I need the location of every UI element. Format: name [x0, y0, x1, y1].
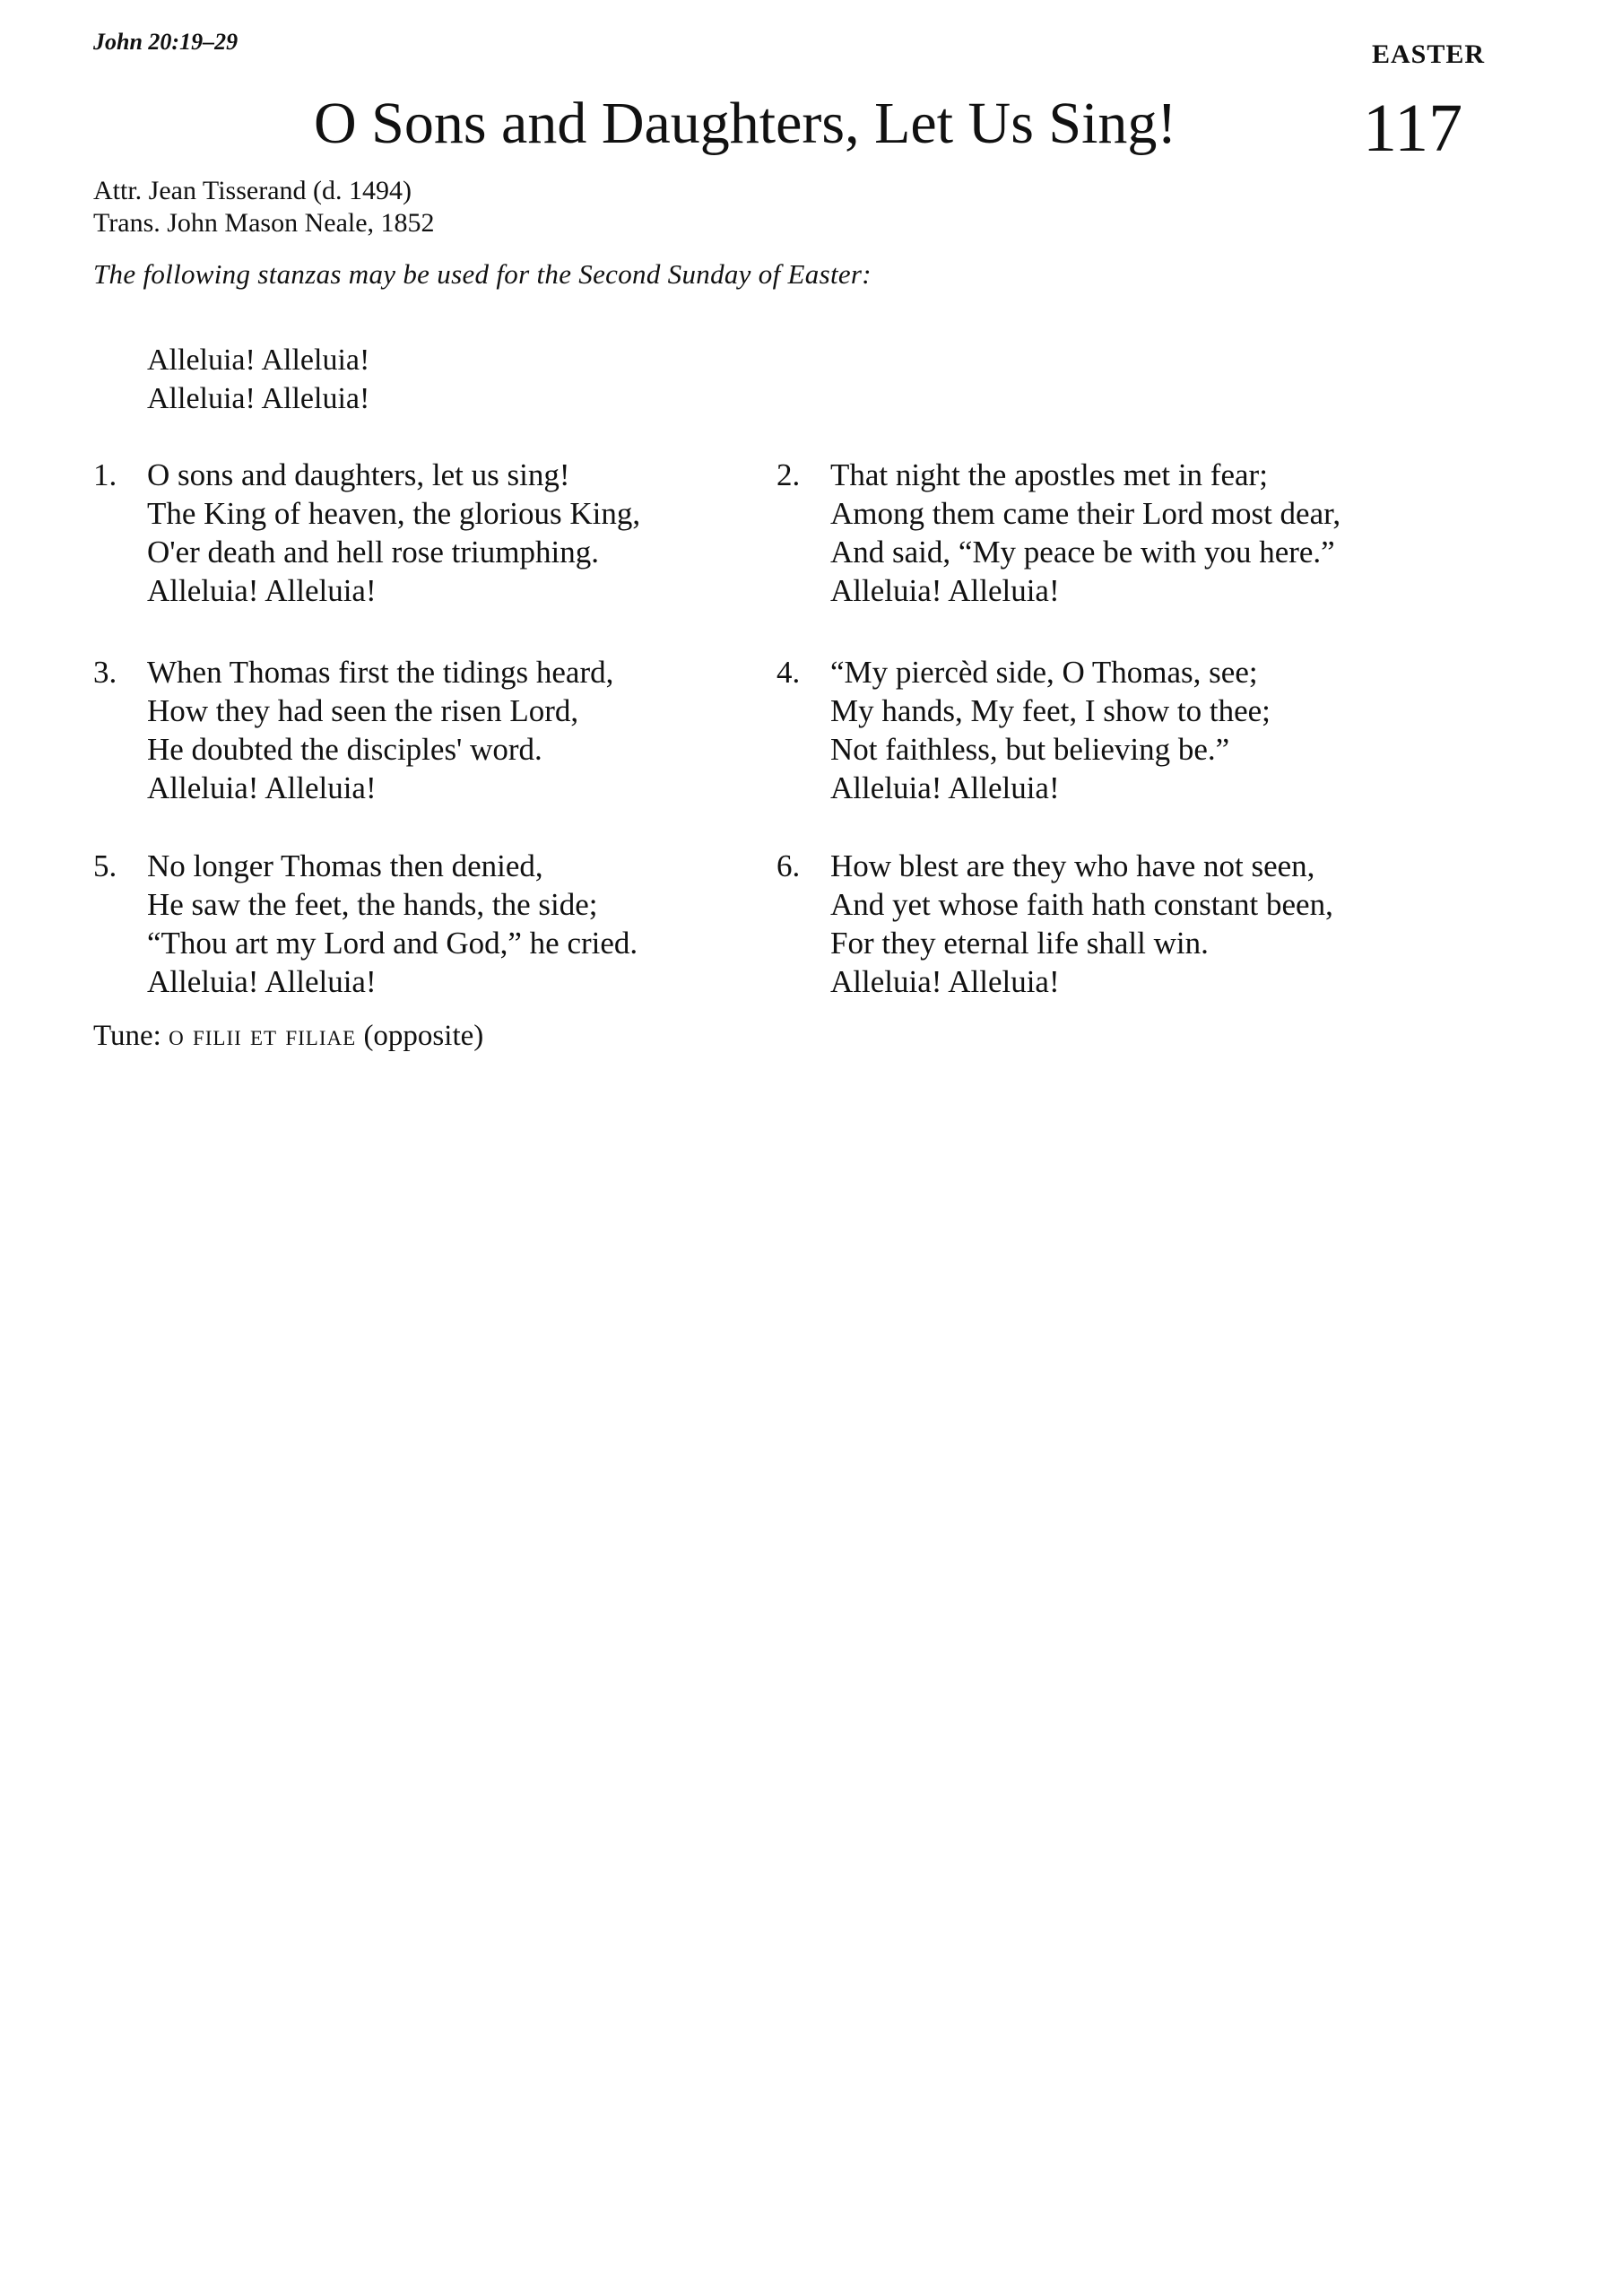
- stanza-line: O sons and daughters, let us sing!: [147, 457, 570, 492]
- stanza-line: Alleluia! Alleluia!: [830, 573, 1060, 608]
- tune-note: (opposite): [363, 1020, 484, 1052]
- stanza-line: Alleluia! Alleluia!: [147, 964, 377, 999]
- stanza-line: No longer Thomas then denied,: [147, 848, 543, 883]
- stanza-line: Alleluia! Alleluia!: [830, 770, 1060, 805]
- stanza-line: That night the apostles met in fear;: [830, 457, 1268, 492]
- translator-credit: Trans. John Mason Neale, 1852: [93, 208, 435, 238]
- stanza-number: 1.: [93, 457, 117, 492]
- stanza-line: Alleluia! Alleluia!: [830, 964, 1060, 999]
- stanza-line: My hands, My feet, I show to thee;: [830, 693, 1271, 728]
- stanza-line: And said, “My peace be with you here.”: [830, 535, 1335, 570]
- refrain-line: Alleluia! Alleluia!: [147, 382, 370, 415]
- hymn-number: 117: [1363, 91, 1463, 166]
- stanza-line: He doubted the disciples' word.: [147, 732, 542, 767]
- stanza-line: When Thomas first the tidings heard,: [147, 655, 614, 690]
- stanza-number: 2.: [776, 457, 801, 492]
- section-label: EASTER: [1372, 39, 1486, 69]
- author-credit: Attr. Jean Tisserand (d. 1494): [93, 176, 412, 205]
- tune-credit: [93, 1020, 483, 1053]
- stanza-number: 4.: [776, 655, 801, 690]
- stanza-line: Alleluia! Alleluia!: [147, 770, 377, 805]
- scripture-reference: John 20:19–29: [93, 29, 239, 55]
- stanza-line: Among them came their Lord most dear,: [830, 496, 1341, 531]
- stanza-line: For they eternal life shall win.: [830, 926, 1209, 961]
- stanza-number: 3.: [93, 655, 117, 690]
- stanza-number: 5.: [93, 848, 117, 883]
- hymn-title: O Sons and Daughters, Let Us Sing!: [314, 91, 1177, 156]
- stanza-line: Not faithless, but believing be.”: [830, 732, 1230, 767]
- stanza-line: The King of heaven, the glorious King,: [147, 496, 641, 531]
- stanza-line: Alleluia! Alleluia!: [147, 573, 377, 608]
- stanza-line: “Thou art my Lord and God,” he cried.: [147, 926, 638, 961]
- stanza-line: How blest are they who have not seen,: [830, 848, 1315, 883]
- stanza-number: 6.: [776, 848, 801, 883]
- stanza-line: He saw the feet, the hands, the side;: [147, 887, 598, 922]
- usage-note: The following stanzas may be used for the Second Sunday of Easter:: [93, 258, 872, 290]
- stanza-line: And yet whose faith hath constant been,: [830, 887, 1333, 922]
- tune-label: Tune:: [93, 1020, 161, 1052]
- stanza-line: O'er death and hell rose triumphing.: [147, 535, 599, 570]
- tune-name: o filii et filiae: [169, 1020, 357, 1052]
- refrain-line: Alleluia! Alleluia!: [147, 344, 370, 377]
- stanza-line: How they had seen the risen Lord,: [147, 693, 579, 728]
- stanza-line: “My piercèd side, O Thomas, see;: [830, 655, 1258, 690]
